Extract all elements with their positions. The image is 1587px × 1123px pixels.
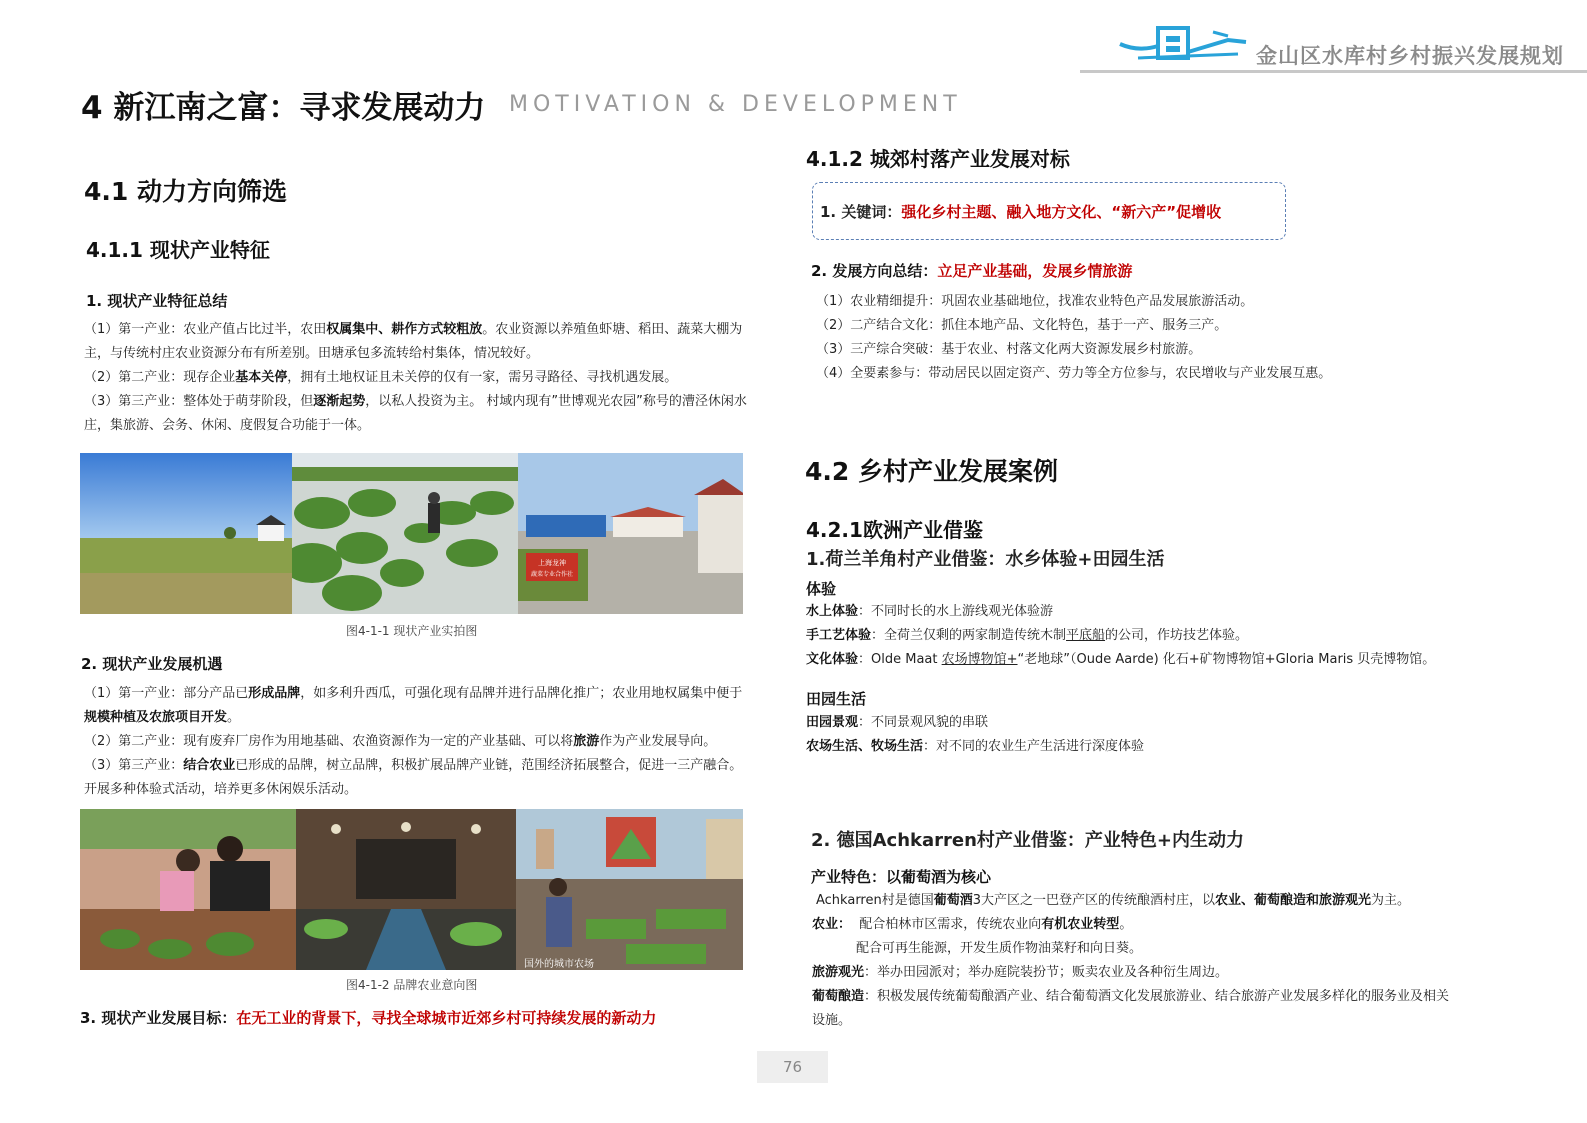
section-heading-4-1-1: 4.1.1 现状产业特征 [86,238,270,262]
paragraph: Achkarren村是德国葡萄酒3大产区之一巴登产区的传统酿酒村庄，以农业、葡萄酿造和旅游观光为主。 [816,893,1411,908]
list-item: 旅游观光：举办田园派对；举办庭院装扮节；贩卖农业及各种衍生周边。 [812,965,1229,980]
list-item: 文化体验：Olde Maat 农场博物馆+“老地球”（Oude Aarde) 化石+矿物博物馆+Gloria Maris 贝壳博物馆。 [806,652,1436,667]
experience-list [806,600,1435,672]
figure-caption-4-1-2: 图4-1-2 品牌农业意向图 [346,978,478,992]
figure-caption-4-1-1: 图4-1-1 现状产业实拍图 [346,624,478,638]
case-title-giethoorn: 1.荷兰羊角村产业借鉴：水乡体验+田园生活 [806,549,1165,570]
case-sub-experience: 体验 [806,580,837,598]
industry-opportunity-text [84,682,754,802]
development-summary-list [816,290,1331,386]
svg-text:蔬菜专业合作社: 蔬菜专业合作社 [530,571,574,578]
section-heading-4-2: 4.2 乡村产业发展案例 [805,457,1058,486]
achkarren-details [812,889,1492,1033]
industry-goal: 3. 现状产业发展目标：在无工业的背景下，寻找全球城市近郊乡村可持续发展的新动力 [80,1009,657,1027]
page-title: 4 新江南之富：寻求发展动力 [81,90,486,126]
paragraph: （3）第三产业：结合农业已形成的品牌，树立品牌，积极扩展品牌产业链，范围经济拓展整合，促进一三产融合。开展多种体验式活动，培养更多休闲娱乐活动。 [84,758,743,797]
photo-lotus-pond [292,453,518,614]
section-heading-4-1: 4.1 动力方向筛选 [84,177,287,206]
industry-summary-text [84,318,754,438]
photo-cooperative-yard [518,453,743,614]
photo-indoor-farm [296,809,516,970]
keywords-text: 1. 关键词：强化乡村主题、融入地方文化、“新六产”促增收 [820,203,1222,221]
photo-field [80,453,292,614]
list-item: 设施。 [812,1013,852,1028]
header-divider [1080,70,1587,73]
list-item: （1）农业精细提升：巩固农业基础地位，找准农业特色产品发展旅游活动。 [816,294,1254,309]
page-number: 76 [757,1051,828,1083]
photo-urban-farm [516,809,743,970]
section-heading-4-1-2: 4.1.2 城郊村落产业发展对标 [806,147,1070,171]
case-title-achkarren: 2. 德国Achkarren村产业借鉴：产业特色+内生动力 [811,830,1245,851]
svg-text:上海龙神: 上海龙神 [538,559,566,567]
photo-overlay-label: 国外的城市农场 [524,959,594,970]
list-item: 手工艺体验：全荷兰仅剩的两家制造传统木制平底船的公司，作坊技艺体验。 [806,628,1249,643]
subsection-title-opportunities: 2. 现状产业发展机遇 [81,655,223,673]
photo-family-gardening [80,809,296,970]
list-item: （3）三产综合突破：基于农业、村落文化两大资源发展乡村旅游。 [816,342,1202,357]
page-subtitle: MOTIVATION & DEVELOPMENT [509,92,962,117]
reservoir-logo-icon [1118,22,1248,67]
list-item: 葡萄酿造：积极发展传统葡萄酿酒产业、结合葡萄酒文化发展旅游业、结合旅游产业发展多样化的服务业及相关 [812,989,1450,1004]
case-sub-pastoral: 田园生活 [806,690,867,708]
paragraph: （2）第二产业：现存企业基本关停，拥有土地权证且未关停的仅有一家，需另寻路径、寻找机遇发展。 [84,370,678,385]
paragraph: （1）第一产业：农业产值占比过半，农田权属集中、耕作方式较粗放。农业资源以养殖鱼虾塘、稻田、蔬菜大棚为主，与传统村庄农业资源分布有所差别。田塘承包多流转给村集体，情况较好。 [84,322,743,361]
development-summary: 2. 发展方向总结：立足产业基础，发展乡情旅游 [811,262,1133,280]
list-item: 水上体验：不同时长的水上游线观光体验游 [806,604,1054,619]
list-item: （4）全要素参与：带动居民以固定资产、劳力等全方位参与，农民增收与产业发展互惠。 [816,366,1332,381]
paragraph: （2）第二产业：现有废弃厂房作为用地基础、农渔资源作为一定的产业基础、可以将旅游作为产业发展导向。 [84,734,717,749]
case-sub-wine: 产业特色：以葡萄酒为核心 [811,868,992,886]
pastoral-list [806,711,1144,759]
subsection-title-summary: 1. 现状产业特征总结 [86,292,228,310]
section-heading-4-2-1: 4.2.1欧洲产业借鉴 [806,518,983,542]
list-item: 农场生活、牧场生活：对不同的农业生产生活进行深度体验 [806,739,1145,754]
list-item: 配合可再生能源，开发生质作物油菜籽和向日葵。 [856,941,1143,956]
paragraph: （1）第一产业：部分产品已形成品牌，如多利升西瓜，可强化现有品牌并进行品牌化推广；农业用地权属集中便于规模种植及农旅项目开发。 [84,686,743,725]
document-header-title: 金山区水库村乡村振兴发展规划 [1256,44,1564,68]
list-item: （2）二产结合文化：抓住本地产品、文化特色，基于一产、服务三产。 [816,318,1228,333]
paragraph: （3）第三产业：整体处于萌芽阶段，但逐渐起势，以私人投资为主。 村域内现有”世博观光农园”称号的漕泾休闲水庄，集旅游、会务、休闲、度假复合功能于一体。 [84,394,747,433]
list-item: 农业： 配合柏林市区需求，传统农业向有机农业转型。 [812,917,1133,932]
list-item: 田园景观：不同景观风貌的串联 [806,715,989,730]
